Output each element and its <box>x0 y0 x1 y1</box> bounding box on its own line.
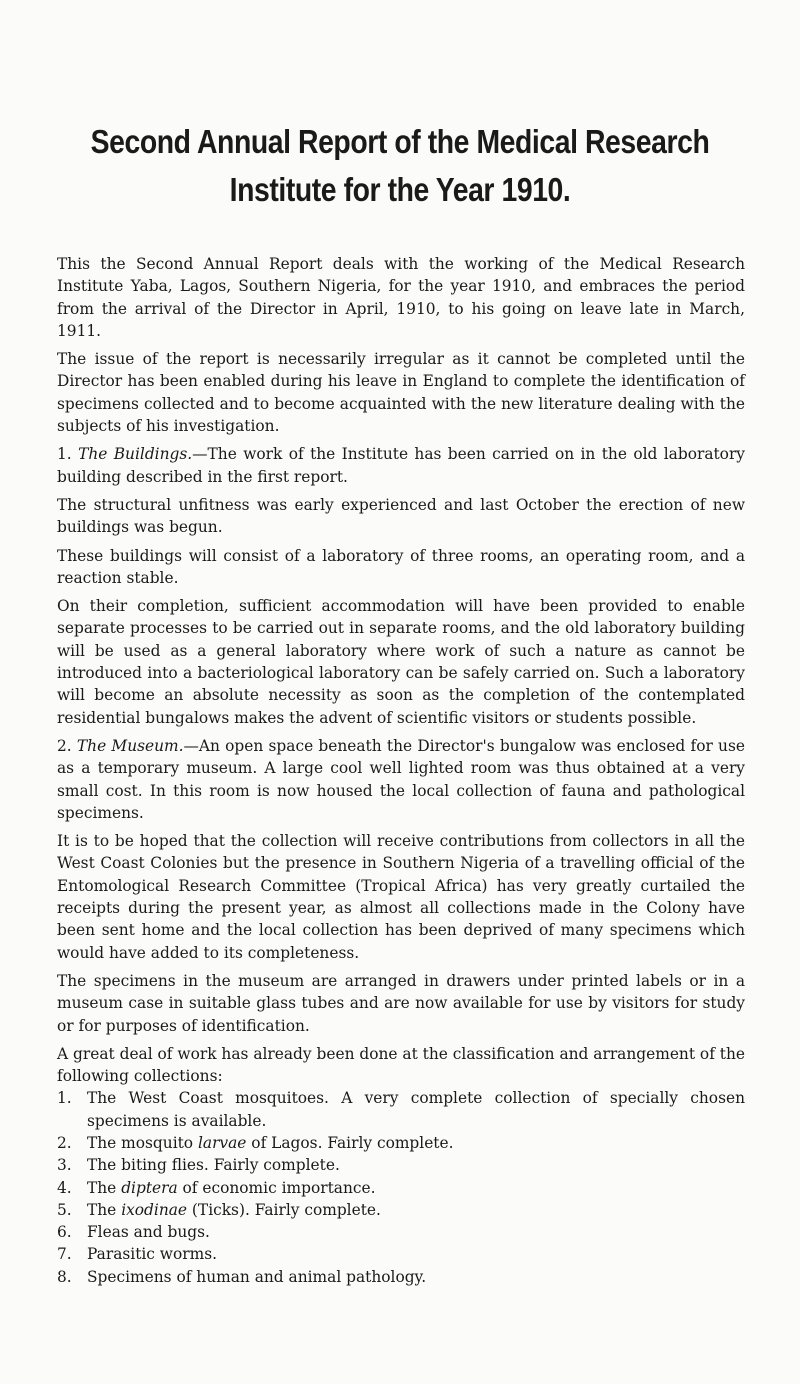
paragraph-museum <box>57 735 745 824</box>
report-title-line-2: Institute for the Year 1910. <box>229 171 571 208</box>
list-item-text <box>87 1154 745 1176</box>
paragraph-structural: The structural unfitness was early experienced and last October the erection of new buildings was begun. <box>57 495 745 537</box>
list-item-text-part: The mosquito <box>87 1133 198 1152</box>
list-item-number: 5. <box>57 1200 72 1219</box>
list-item <box>57 1154 745 1176</box>
paragraph-contributions: It is to be hoped that the collection will receive contributions from collectors in all the West Coast Colonies but the presence in Southern Nigeria of a travelling official of the Entomological Research Committee (Tropical Africa) has very greatly curtailed the receipts during the present year, as almost all collections made in the Colony have been sent home and the local collection has been deprived of many specimens which would have added to its completeness. <box>57 832 745 962</box>
list-item-text <box>87 1199 745 1221</box>
report-title-line-1: Second Annual Report of the Medical Research <box>90 123 710 160</box>
list-item-number: 6. <box>57 1223 72 1242</box>
paragraph-new-buildings: These buildings will consist of a laboratory of three rooms, an operating room, and a reaction stable. <box>57 546 745 587</box>
list-item-number: 8. <box>57 1267 72 1286</box>
list-item-text-part: Fleas and bugs. <box>87 1223 210 1242</box>
report-body <box>57 253 745 1288</box>
list-item <box>57 1199 745 1221</box>
section-heading-buildings: The Buildings. <box>78 445 193 464</box>
list-item-number: 3. <box>57 1156 72 1175</box>
section-text-buildings: —The work of the Institute has been carried on in the old laboratory building described in the first report. <box>57 445 745 486</box>
list-item-number: 2. <box>57 1133 72 1152</box>
list-item-text <box>87 1177 745 1199</box>
list-item <box>57 1243 745 1265</box>
list-item <box>57 1266 745 1288</box>
list-item-text <box>87 1221 745 1243</box>
list-item-text-part: Specimens of human and animal pathology. <box>87 1267 427 1286</box>
list-item-emphasis: ixodinae <box>121 1200 188 1219</box>
list-item <box>57 1132 745 1154</box>
list-item-text <box>87 1087 745 1132</box>
paragraph-intro: This the Second Annual Report deals with the working of the Medical Research Institute Yaba, Lagos, Southern Nigeria, for the year 1910, and embraces the period from the arrival of the Director in April, 1910, to his going on leave late in March, 1911. <box>57 255 745 340</box>
list-item-text-part: of economic importance. <box>177 1178 376 1197</box>
list-item-text <box>87 1266 745 1288</box>
list-item-text-part: of Lagos. Fairly complete. <box>246 1133 454 1152</box>
list-item-emphasis: diptera <box>121 1178 178 1197</box>
list-item-number: 7. <box>57 1245 72 1264</box>
section-heading-museum: The Museum. <box>76 736 184 755</box>
list-item-number: 4. <box>57 1178 72 1197</box>
list-item-text-part: The <box>87 1200 122 1219</box>
list-item-text-part: The West Coast mosquitoes. A very complete collection of specially chosen specimens is available. <box>87 1089 745 1130</box>
section-number: 1. <box>57 445 72 464</box>
paragraph-classification: A great deal of work has already been done at the classification and arrangement of the following collections: <box>57 1044 745 1086</box>
paragraph-specimens: The specimens in the museum are arranged in drawers under printed labels or in a museum case in suitable glass tubes and are now available for use by visitors for study or for purposes of identification. <box>57 971 745 1035</box>
list-item-emphasis: larvae <box>197 1133 247 1152</box>
list-item-number: 1. <box>57 1089 72 1108</box>
collections-list <box>57 1087 745 1288</box>
section-number: 2. <box>57 736 72 755</box>
list-item-text-part: The <box>87 1178 122 1197</box>
section-text-museum: —An open space beneath the Director's bungalow was enclosed for use as a temporary museum. A large cool well lighted room was thus obtained at a very small cost. In this room is now housed the local collection of fauna and pathological specimens. <box>57 736 745 822</box>
list-item-text-part: (Ticks). Fairly complete. <box>187 1200 381 1219</box>
list-item-text-part: Parasitic worms. <box>87 1245 217 1264</box>
list-item-text-part: The biting flies. Fairly complete. <box>87 1156 340 1175</box>
list-item <box>57 1177 745 1199</box>
paragraph-buildings <box>57 443 745 488</box>
list-item-text <box>87 1243 745 1265</box>
list-item-text <box>87 1132 745 1154</box>
paragraph-issue: The issue of the report is necessarily irregular as it cannot be completed until the Director has been enabled during his leave in England to complete the identification of specimens collected and to become acquainted with the new literature dealing with the subjects of his investigation. <box>57 350 745 436</box>
paragraph-completion: On their completion, sufficient accommodation will have been provided to enable separate processes to be carried out in separate rooms, and the old laboratory building will be used as a general laboratory where work of such a nature as cannot be introduced into a bacteriological laboratory can be safely carried on. Such a laboratory will become an absolute necessity as soon as the completion of the contemplated residential bungalows makes the advent of scientific visitors or students possible. <box>57 597 745 727</box>
list-item <box>57 1221 745 1243</box>
list-item <box>57 1087 745 1132</box>
